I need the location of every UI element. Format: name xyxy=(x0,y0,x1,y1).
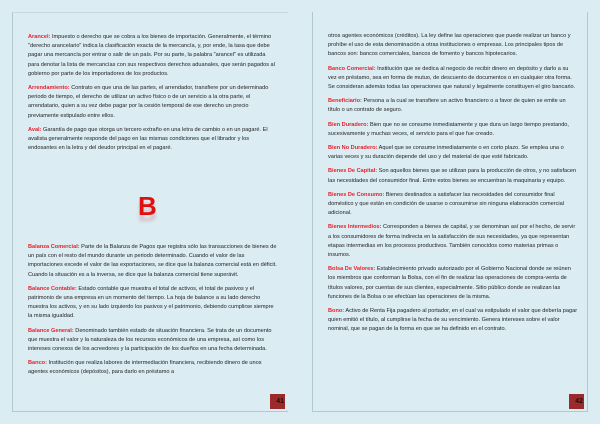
page-42 xyxy=(312,12,588,412)
entry-definition: Institución que realiza labores de intermediación financiera, recibiendo dinero de unos agentes económicos (depósitos), para darlo en préstamo a xyxy=(28,360,262,376)
section-letter: B xyxy=(138,191,157,221)
glossary-entry xyxy=(328,167,578,185)
entry-continuation: otros agentes económicos (créditos). La ley define las operaciones que puede realizar un banco y prohíbe el uso de esta denominación a otras instituciones o empresas. Los principales tipos de bancos son: bancos comerciales, bancos de fomento y bancos hipotecarios. xyxy=(328,33,571,58)
glossary-entry xyxy=(28,359,278,377)
entry-term: Bienes Intermedios: xyxy=(328,224,382,231)
entry-definition: Denominado también estado de situación financiera. Se trata de un documento que muestra el valor y la naturaleza de los recursos económicos de una empresa, así como los intereses conexos de los acreedores y la participación de los dueños en una fecha determinada. xyxy=(28,327,272,353)
page-number: 42 xyxy=(569,394,584,409)
page-number: 41 xyxy=(270,394,285,409)
glossary-entry xyxy=(28,33,278,79)
entry-term: Balanza Comercial: xyxy=(28,244,80,250)
glossary-entry xyxy=(28,243,278,280)
glossary-entry xyxy=(328,265,578,302)
glossary-entries-right xyxy=(328,32,578,340)
glossary-entry xyxy=(28,126,278,154)
glossary-entry xyxy=(328,307,578,335)
entry-term: Bono: xyxy=(328,308,345,315)
page-41 xyxy=(12,12,288,412)
entry-definition: Persona a la cual se transfiere un activo financiero o a favor de quien se emite un título o un contrato de seguro. xyxy=(328,98,566,114)
entry-term: Balance General: xyxy=(28,327,74,334)
glossary-entry xyxy=(328,144,578,162)
entry-definition: Bien que no se consume inmediatamente y que dura un largo tiempo prestando, sucesivamente y muchas veces, el servicio para el que fue creado. xyxy=(328,121,569,137)
entry-definition: Establecimiento privado autorizado por el Gobierno Nacional donde se reúnen los miembros que conforman la Bolsa, con el fin de realizar las operaciones de compra-venta de títulos valores, por cuentas de sus clientes, especialmente. Sitio público donde se realizan las funciones de la Bolsa o se efectúan las operaciones de la misma. xyxy=(328,266,571,300)
glossary-entries-a xyxy=(28,33,278,158)
entry-term: Banco: xyxy=(28,360,47,367)
entry-term: Bien Duradero: xyxy=(328,121,369,128)
entry-term: Arancel: xyxy=(28,34,51,40)
entry-term: Arrendamiento: xyxy=(28,85,70,92)
entry-definition: Impuesto o derecho que se cobra a los bienes de importación. Generalmente, el término "derecho arancelario" indica la clasificación exacta de la mercancía, y, por ende, la tasa que debe pagar una mercancía por entrar o salir de un país. Por su parte, la palabra "arancel" es utilizada para denotar la lista de mercancías con sus respectivos derechos aduanales, que serán pagados al gobierno por parte de los importadores de los productos. xyxy=(28,34,275,77)
glossary-entry xyxy=(28,285,278,322)
entry-definition: Activo de Renta Fija pagadero al portador, en el cual va estipulado el valor que debería pagar quien emitió el título, al cumplirse la fecha de su vencimiento. Genera intereses sobre el valor nominal, que se pagan de la forma en que se ha definido en el contrato. xyxy=(328,308,578,333)
glossary-entry xyxy=(328,191,578,219)
glossary-entry xyxy=(328,65,578,93)
glossary-entry xyxy=(328,121,578,139)
entry-definition: Aquel que se consume inmediatamente o en corto plazo. Se emplea una o varias veces y su duración depende del uso y del material de que esté fabricado. xyxy=(328,145,564,161)
glossary-entry xyxy=(28,327,278,355)
glossary-entries-b xyxy=(28,243,278,383)
glossary-entry xyxy=(328,223,578,260)
entry-definition: Corresponden a bienes de capital, y se denominan así por el hecho, de servir a los consumidores de forma indirecta en la satisfacción de sus necesidades, ya que representan etapas intermedias en los procesos productivos. También conocidos como materias primas o insumos. xyxy=(328,224,576,259)
entry-definition: Contrato en que una de las partes, el arrendador, transfiere por un determinado periodo de tiempo, el derecho de utilizar un activo físico o de un servicio a la otra parte, el arrendatario, quien a su vez debe pagar por la cesión temporal de ese derecho un precio previamente estipulado entre ellos. xyxy=(28,85,269,119)
entry-definition: Institución que se dedica al negocio de recibir dinero en depósito y darlo a su vez en préstamo, sea en forma de mutuo, de descuento de documentos o en cualquier otra forma. Se consideran además todas las operaciones que natural y legalmente constituyen el giro bancario. xyxy=(328,65,576,91)
entry-definition: Garantía de pago que otorga un tercero extraño en una letra de cambio o en un pagaré. El avalista generalmente responde del pago en las mismas condiciones que el librador y los endosantes en la letra y del deudor principal en el pagaré. xyxy=(28,126,268,152)
entry-term: Balance Contable: xyxy=(28,285,77,292)
entry-term: Bienes De Consumo: xyxy=(328,191,385,198)
entry-definition: Estado contable que muestra el total de activos, el total de pasivos y el patrimonio de una empresa en un momento del tiempo. La hoja de balance a su lado derecho muestra los activos, y en su lado izquierdo los pasivos y el patrimonio, debiendo cumplirse siempre la misma igualdad. xyxy=(28,285,274,320)
entry-definition: Bienes destinados a satisfacer las necesidades del consumidor final doméstico y que están en condición de usarse o consumirse sin ninguna elaboración comercial adicional. xyxy=(328,191,565,217)
entry-definition: Parte de la Balanza de Pagos que registra sólo las transacciones de bienes de un país con el resto del mundo durante un periodo determinado. Cuando el valor de las importaciones excede el valor de las exportaciones, se dice que la balanza comercial está en déficit. Cuando la situación es a la inversa, se dice que la balanza comercial tiene superávit. xyxy=(28,244,277,278)
entry-term: Aval: xyxy=(28,126,42,133)
entry-term: Bolsa De Valores: xyxy=(328,266,376,273)
entry-term: Banco Comercial: xyxy=(328,65,376,72)
entry-definition: Son aquellos bienes que se utilizan para la producción de otros, y no satisfacen las necesidades del consumidor final. Entre estos bienes se encuentran la maquinaria y equipo. xyxy=(328,168,577,184)
entry-term: Bien No Duradero: xyxy=(328,145,378,152)
glossary-entry xyxy=(328,97,578,115)
entry-term: Beneficiario: xyxy=(328,98,362,105)
entry-term: Bienes De Capital: xyxy=(328,168,378,175)
glossary-entry xyxy=(28,84,278,121)
